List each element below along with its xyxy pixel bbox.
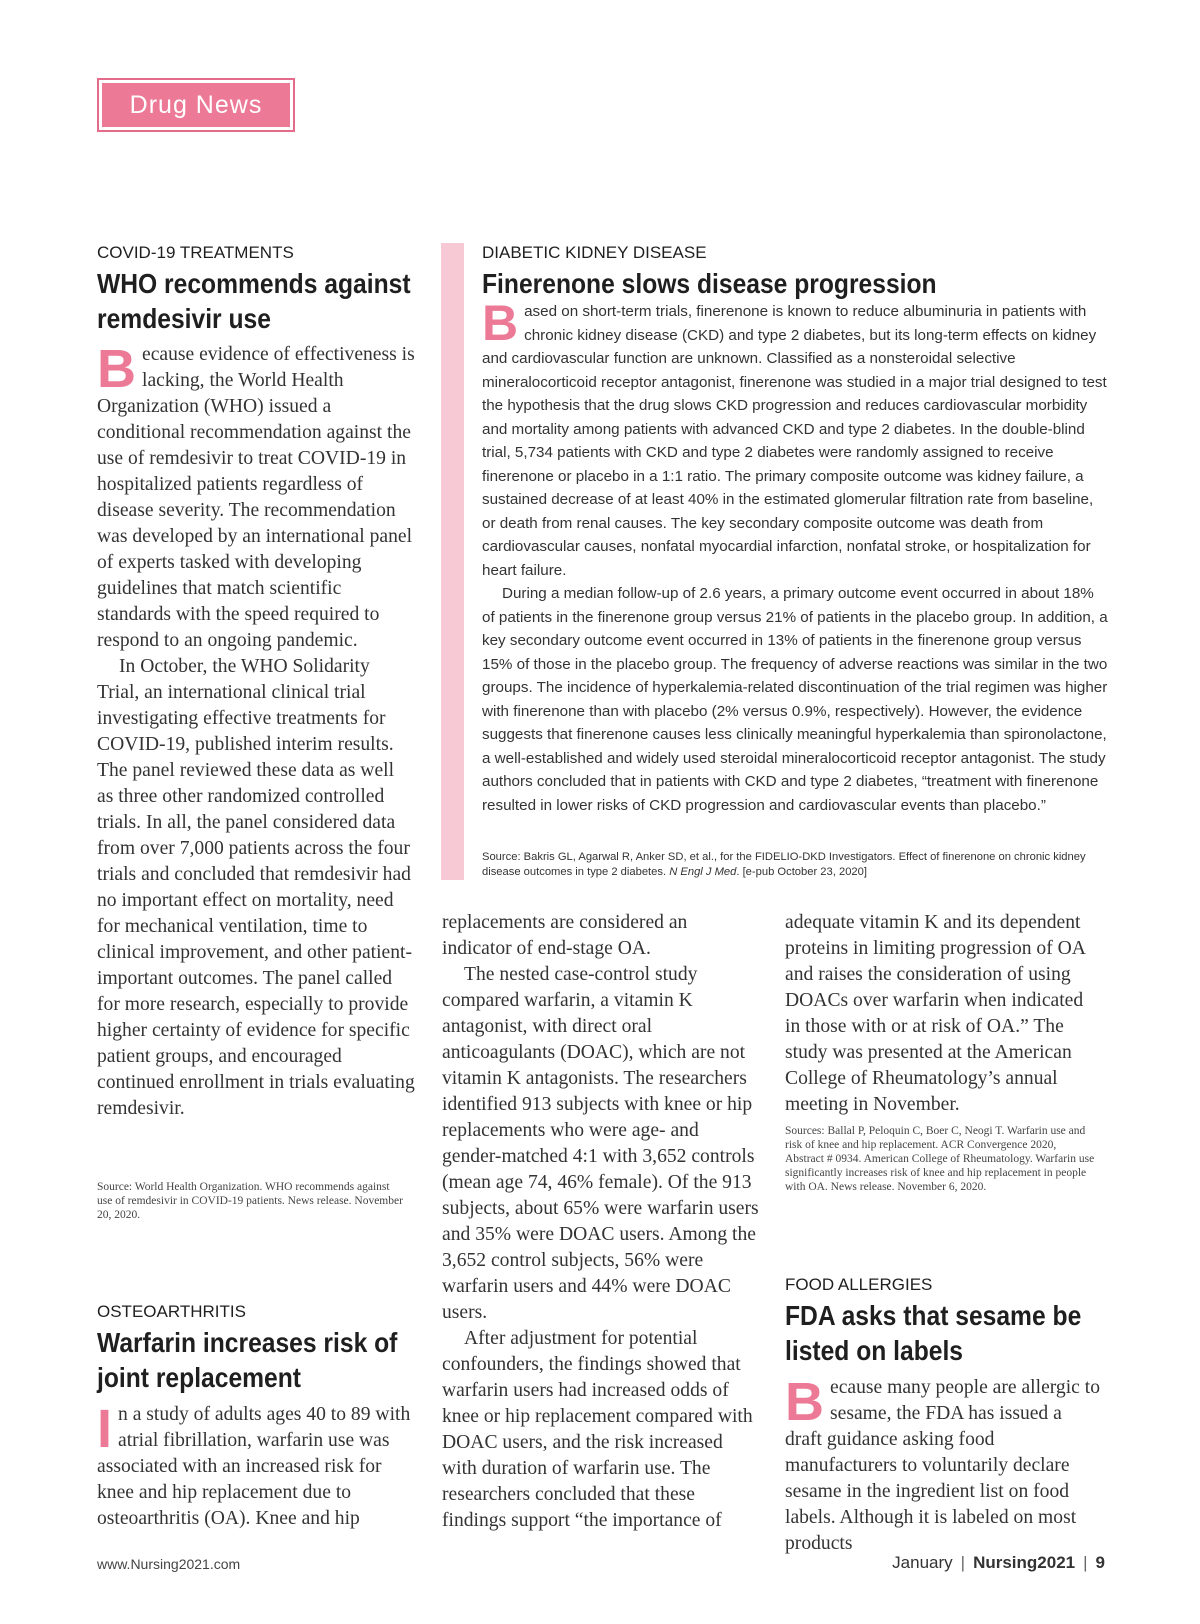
covid-source: Source: World Health Organization. WHO recommends against use of remdesivir in COVID-19 patients. News release. November 20, 2020.: [97, 1181, 403, 1221]
osteo-body-col2: [442, 910, 760, 1534]
diabetic-source-text: Source: Bakris GL, Agarwal R, Anker SD, et al., for the FIDELIO-DKD Investigators. Effect of finerenone on chronic kidney disease outcomes in type 2 diabetes.: [482, 851, 1086, 878]
diabetic-source-date: . [e-pub October 23, 2020]: [736, 866, 867, 878]
footer-separator: |: [960, 1553, 966, 1572]
diabetic-body: [482, 295, 1110, 817]
diabetic-dropcap: B: [482, 295, 519, 351]
osteo-col2-paragraph-3: After adjustment for potential confounders, the findings showed that warfarin users had increased odds of knee or hip replacement compared with DOAC users, and the risk increased with duration of warfarin use. The researchers concluded that these findings support “the importance of: [442, 1328, 753, 1531]
diabetic-source-journal: N Engl J Med: [669, 866, 737, 878]
osteo-source: Sources: Ballal P, Peloquin C, Boer C, Neogi T. Warfarin use and risk of knee and hip replacement. ACR Convergence 2020, Abstract # 0934. American College of Rheumatology. Warfarin use significantly increases risk of knee and hip replacement in people with OA. News release. November 6, 2020.: [785, 1125, 1095, 1193]
food-headline: [785, 1298, 1081, 1368]
osteo-col3-paragraph-1: adequate vitamin K and its dependent proteins in limiting progression of OA and raises the consideration of using DOACs over warfarin when indicated in those with or at risk of OA.” The study was presented at the American College of Rheumatology’s annual meeting in November.: [785, 912, 1085, 1115]
osteo-body-col1: [97, 1399, 415, 1532]
food-body: [785, 1372, 1103, 1557]
diabetic-source: [482, 850, 1092, 880]
page-number: 9: [1095, 1553, 1105, 1572]
food-headline-line1: FDA asks that sesame be: [785, 1300, 1082, 1331]
footer-folio: [892, 1553, 1105, 1573]
footer-brand: Nursing2021: [973, 1553, 1076, 1572]
covid-headline-line1: WHO recommends against: [97, 268, 411, 299]
osteo-col2-paragraph-2: The nested case-control study compared warfarin, a vitamin K antagonist, with direct oral anticoagulants (DOAC), which are not vitamin K antagonists. The researchers identified 913 subjects with knee or hip replacements who were age- and gender-matched 4:1 with 3,652 controls (mean age 74, 46% female). Of the 913 subjects, about 65% were warfarin users and 35% were DOAC users. Among the 3,652 control subjects, 56% were warfarin users and 44% were DOAC users.: [442, 964, 759, 1323]
covid-body: [97, 339, 415, 1122]
section-badge: [97, 78, 295, 132]
osteo-kicker: OSTEOARTHRITIS: [97, 1302, 246, 1321]
osteo-paragraph-1: n a study of adults ages 40 to 89 with atrial fibrillation, warfarin use was associated with an increased risk for knee and hip replacement due to osteoarthritis (OA). Knee and hip: [97, 1404, 411, 1529]
footer-month: January: [892, 1553, 953, 1572]
sidebar-accent-bar: [441, 243, 464, 880]
osteo-col2-paragraph-1: replacements are considered an indicator of end-stage OA.: [442, 912, 688, 959]
covid-headline-line2: remdesivir use: [97, 303, 271, 334]
osteo-dropcap: I: [97, 1399, 113, 1459]
covid-paragraph-2: In October, the WHO Solidarity Trial, an international clinical trial investigating effective treatments for COVID-19, published interim results. The panel reviewed these data as well as three other randomized controlled trials. In all, the panel considered data from over 7,000 patients across the four trials and concluded that remdesivir had no important effect on mortality, need for mechanical ventilation, time to clinical improvement, and other patient-important outcomes. The panel called for more research, especially to provide higher certainty of evidence for specific patient groups, and encouraged continued enrollment in trials evaluating remdesivir.: [97, 656, 415, 1119]
covid-headline: [97, 266, 411, 336]
footer-separator: |: [1083, 1553, 1088, 1572]
covid-paragraph-1: ecause evidence of effectiveness is lacking, the World Health Organization (WHO) issued a conditional recommendation against the use of remdesivir to treat COVID-19 in hospitalized patients regardless of disease severity. The recommendation was developed by an international panel of experts tasked with developing guidelines that match scientific standards with the speed required to respond to an ongoing pandemic.: [97, 344, 415, 651]
osteo-headline: [97, 1325, 397, 1395]
diabetic-kicker: DIABETIC KIDNEY DISEASE: [482, 243, 707, 262]
covid-dropcap: B: [97, 339, 136, 399]
food-dropcap: B: [785, 1372, 824, 1432]
diabetic-headline: Finerenone slows disease progression: [482, 268, 937, 299]
diabetic-paragraph-1: ased on short-term trials, finerenone is known to reduce albuminuria in patients with chronic kidney disease (CKD) and type 2 diabetes, but its long-term effects on kidney and cardiovascular function are unknown. Classified as a nonsteroidal selective mineralocorticoid receptor antagonist, finerenone was studied in a major trial designed to test the hypothesis that the drug slows CKD progression and reduces cardiovascular morbidity and mortality among patients with advanced CKD and type 2 diabetes. In the double-blind trial, 5,734 patients with CKD and type 2 diabetes were randomly assigned to receive finerenone or placebo in a 1:1 ratio. The primary composite outcome was kidney failure, a sustained decrease of at least 40% in the estimated glomerular filtration rate from baseline, or death from renal causes. The key secondary composite outcome was death from cardiovascular causes, nonfatal myocardial infarction, nonfatal stroke, or hospitalization for heart failure.: [482, 303, 1107, 579]
food-headline-line2: listed on labels: [785, 1335, 964, 1366]
osteo-headline-line1: Warfarin increases risk of: [97, 1327, 398, 1358]
covid-kicker: COVID-19 TREATMENTS: [97, 243, 294, 262]
food-kicker: FOOD ALLERGIES: [785, 1275, 933, 1294]
footer-url: www.Nursing2021.com: [97, 1556, 241, 1572]
osteo-headline-line2: joint replacement: [97, 1362, 302, 1393]
diabetic-paragraph-2: During a median follow-up of 2.6 years, a primary outcome event occurred in about 18% of patients in the finerenone group versus 21% of patients in the placebo group. In addition, a key secondary outcome event occurred in 13% of patients in the finerenone group versus 15% of those in the placebo group. The frequency of adverse reactions was similar in the two groups. The incidence of hyperkalemia-related discontinuation of the trial regimen was higher with finerenone than with placebo (2% versus 0.9%, respectively). However, the evidence suggests that finerenone causes less clinically meaningful hyperkalemia than spironolactone, a well-established and widely used steroidal mineralocorticoid receptor antagonist. The study authors concluded that in patients with CKD and type 2 diabetes, “treatment with finerenone resulted in lower risks of CKD progression and cardiovascular events than placebo.”: [482, 585, 1108, 814]
section-badge-label: Drug News: [102, 83, 290, 127]
food-paragraph-1: ecause many people are allergic to sesame, the FDA has issued a draft guidance asking food manufacturers to voluntarily declare sesame in the ingredient list on food labels. Although it is labeled on most products: [785, 1377, 1101, 1554]
osteo-body-col3: [785, 910, 1103, 1118]
